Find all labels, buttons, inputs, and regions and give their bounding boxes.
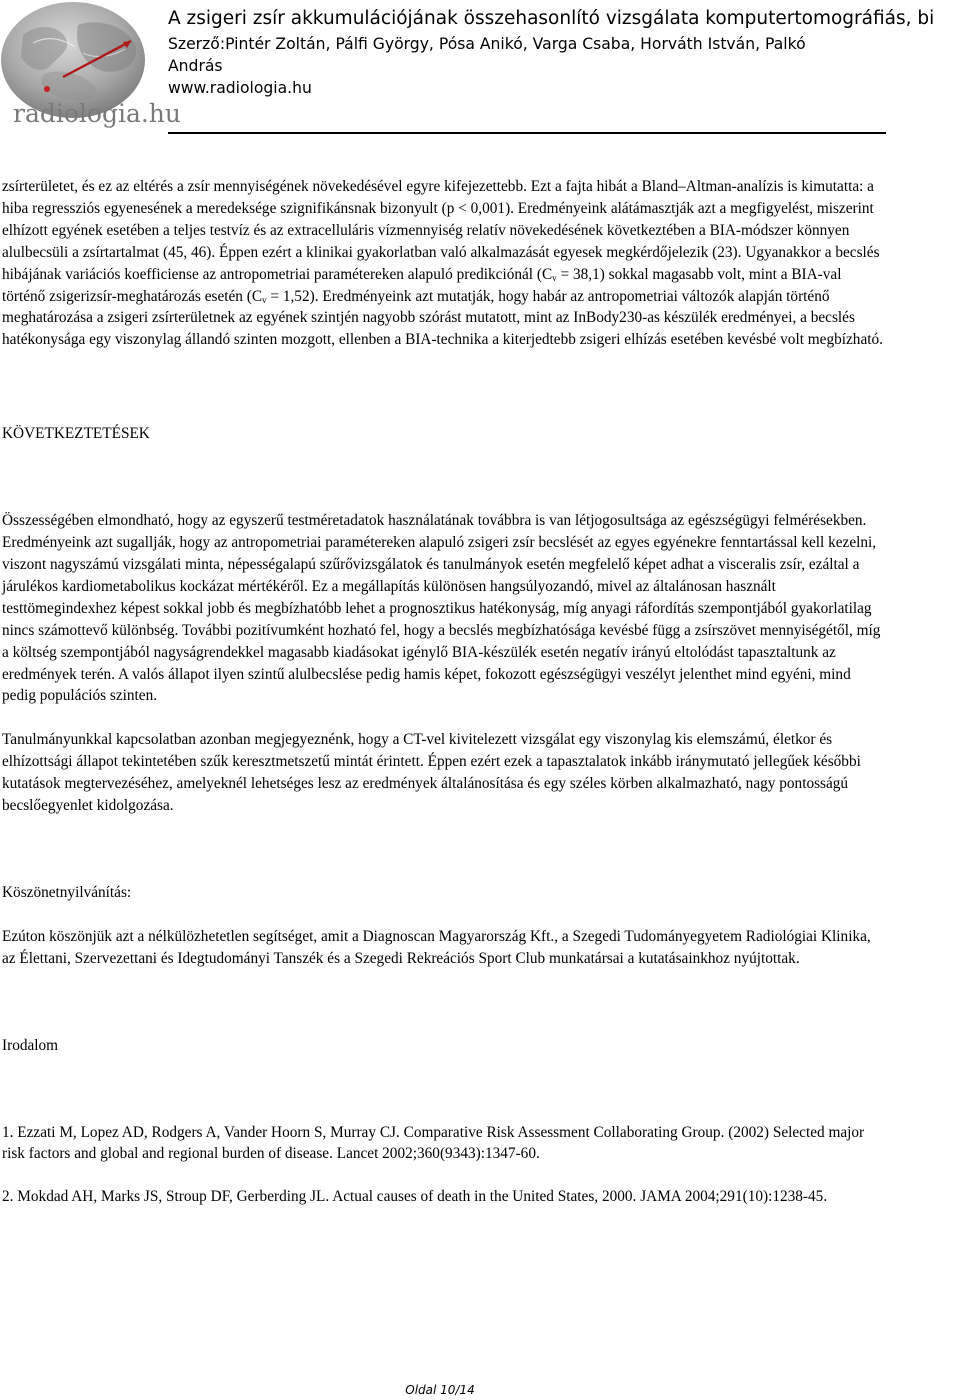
subscript: v bbox=[262, 294, 267, 305]
header-text-block bbox=[168, 6, 960, 99]
spacer bbox=[2, 445, 888, 510]
logo-text: radiologia.hu bbox=[13, 99, 182, 128]
spacer bbox=[2, 970, 888, 1035]
heading-acknowledgements: Köszönetnyilvánítás: bbox=[2, 883, 132, 901]
text-run: zsírterületet, és ez az eltérés a zsír mennyiségének növekedésével egyre kifejezettebb. Ezt a fajta hibát a Bland–Altman-analízis is kimutatta: a hiba regressziós egyenesének a meredeksége szignifikánsnak bizonyult (p < 0,001). Eredményeink alátámasztják azt a megfigyelést, miszerint elhízott egyének esetében a teljes testvíz és az extracelluláris vízmennyiség relatív növekedésének következtében a BIA-módszer könnyen alulbecsüli a zsírtartalmat (45, 46). Éppen ezért a klinikai gyakorlatban való alkalmazását egyesek megkérdőjelezik (23). Ugyanakkor a becslés hibájának variációs koefficiense az antropometriai paramétereken alapuló predikciónál (C bbox=[2, 178, 880, 283]
spacer bbox=[2, 707, 888, 729]
radiologia-logo bbox=[3, 5, 182, 129]
document-title: A zsigeri zsír akkumulációjának összehasonlító vizsgálata komputertomográfiás, bi bbox=[168, 8, 935, 29]
heading-conclusions: KÖVETKEZTETÉSEK bbox=[2, 425, 150, 443]
heading-references: Irodalom bbox=[2, 1036, 59, 1054]
paragraph-results-discussion bbox=[2, 176, 888, 351]
article-body bbox=[2, 176, 888, 1208]
spacer bbox=[2, 1165, 888, 1186]
reference-item: 2. Mokdad AH, Marks JS, Stroup DF, Gerberding JL. Actual causes of death in the United States, 2000. JAMA 2004;291(10):1238-45. bbox=[2, 1188, 828, 1206]
spacer bbox=[2, 904, 888, 926]
text-run: = 38,1) sokkal magasabb volt, mint a BIA-val történő zsigerizsír-meghatározás esetén (C bbox=[2, 265, 842, 305]
reference-item: 1. Ezzati M, Lopez AD, Rodgers A, Vander Hoorn S, Murray CJ. Comparative Risk Assessment Collaborating Group. (2002) Selected major risk factors and global and regional burden of disease. Lancet 2002;360(9343):1347-60. bbox=[2, 1123, 865, 1163]
page-number: Oldal 10/14 bbox=[405, 1383, 475, 1397]
spacer bbox=[2, 1057, 888, 1122]
spacer bbox=[2, 817, 888, 882]
subscript: v bbox=[552, 272, 557, 283]
header-divider bbox=[168, 132, 886, 134]
page-header bbox=[0, 0, 960, 140]
spacer bbox=[2, 351, 888, 423]
text-run: = 1,52). Eredményeink azt mutatják, hogy habár az antropometriai változók alapján történő meghatározása a zsigeri zsírterületnek az egyének szintjén nagyobb szórást mutatott, mint az InBody230-as készülék eredményei, a becslés hatékonysága egy viszonylag állandó szinten mozgott, ellenben a BIA-technika a kiterjedtebb zsigeri elhízás esetében kevésbé volt megbízható. bbox=[2, 287, 883, 349]
paragraph-limitations: Tanulmányunkkal kapcsolatban azonban megjegyeznénk, hogy a CT-vel kivitelezett vizsgálat egy viszonylag kis elemszámú, életkor és elhízottsági állapot tekintetében szűk keresztmetszetű mintát érintett. Éppen ezért ezek a tapasztalatok inkább iránymutató jellegűek későbbi kutatások megtervezéséhez, amelyeknél lehetséges lesz az eredmények általánosítása és egy széles körben alkalmazható, nagy pontosságú becslőegyenlet kidolgozása. bbox=[2, 731, 861, 815]
site-url: www.radiologia.hu bbox=[168, 79, 312, 97]
logo-graphic bbox=[3, 5, 182, 129]
paragraph-conclusions: Összességében elmondható, hogy az egyszerű testméretadatok használatának továbbra is van létjogosultsága az egészségügyi felmérésekben. Eredményeink azt sugallják, hogy az antropometriai paramétereken alapuló zsigeri zsír becslését az egyes egyénekre fenntartással kell kezelni, viszont nagyszámú vizsgálati minta, népességalapú szűrővizsgálatok és tanulmányok esetén megfelelő képet adhat a visceralis zsír, ezáltal a járulékos kardiometabolikus kockázat mértékéről. Ez a megállapítás különösen hangsúlyozandó, mivel az általánosan használt testtömegindexhez képest sokkal jobb és megbízhatóbb lehet a prognosztikus hatékonyság, míg anyagi ráfordítás szempontjából gyakorlatilag nincs számottevő különbség. További pozitívumként hozható fel, hogy a becslés megbízhatósága kevésbé függ a zsírszövet mennyiségétől, míg a költség szempontjából nagyságrendekkel magasabb kiadásokat igénylő BIA-készülék esetén negatív irányú eltolódást tapasztaltunk az eredmények terén. A valós állapot ilyen szintű alulbecslése pedig hamis képet, fokozott egészségügyi veszélyt jelenthet mind egyéni, mind pedig populációs szinten. bbox=[2, 512, 881, 705]
paragraph-acknowledgements: Ezúton köszönjük azt a nélkülözhetetlen segítséget, amit a Diagnoscan Magyarország Kft., a Szegedi Tudományegyetem Radiológiai Klinika, az Élettani, Szervezettani és Idegtudományi Tanszék és a Szegedi Rekreációs Sport Club munkatársai a kutatásainkhoz nyújtottak. bbox=[2, 927, 871, 967]
document-authors: Szerző:Pintér Zoltán, Pálfi György, Pósa Anikó, Varga Csaba, Horváth István, Palkó András bbox=[168, 35, 806, 75]
